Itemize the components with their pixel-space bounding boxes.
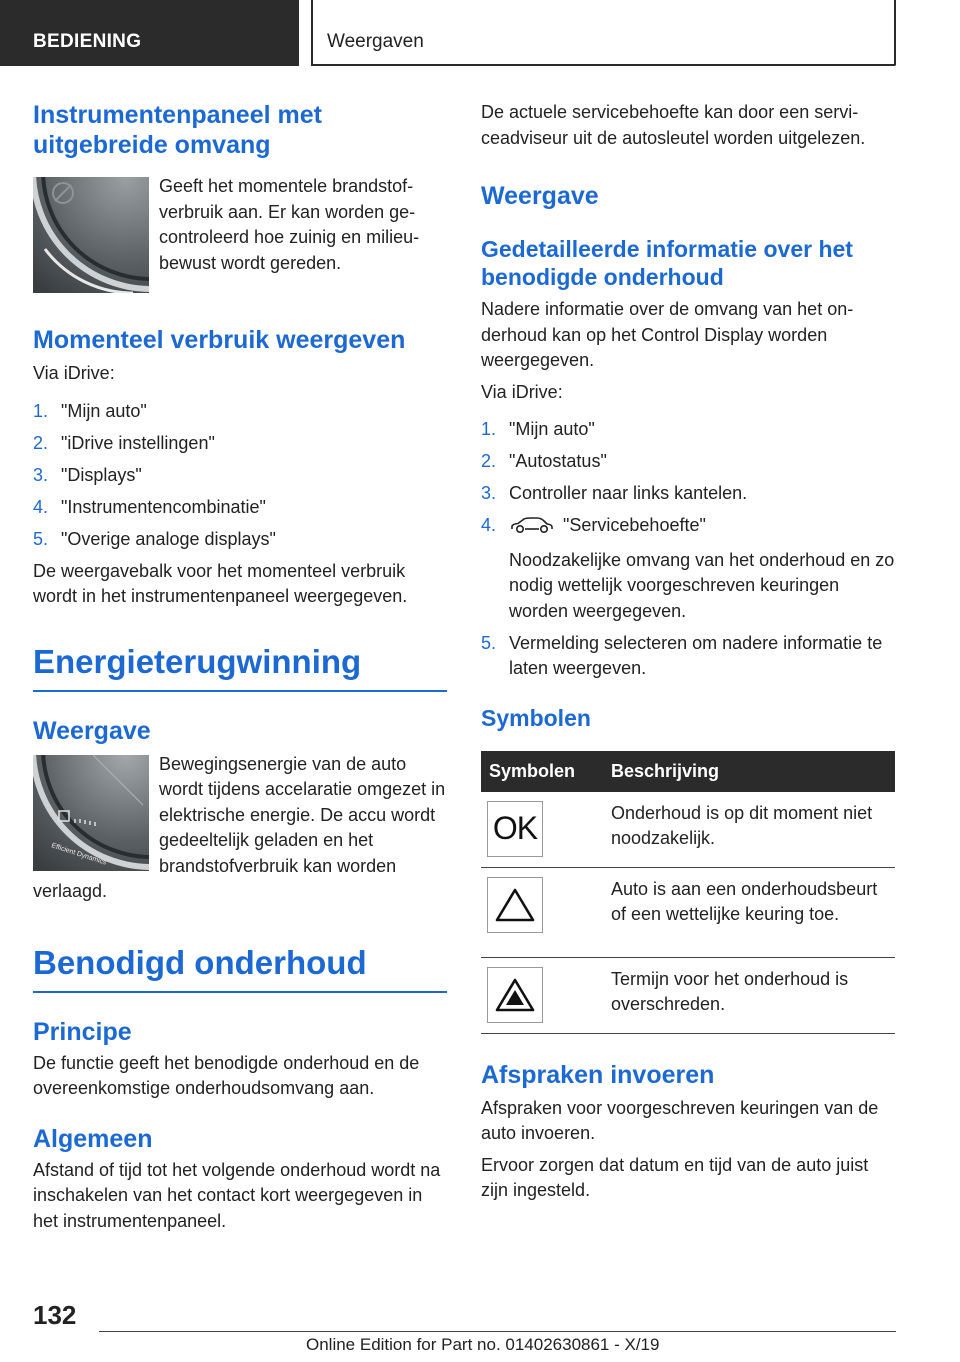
algemeen-text: Afstand of tijd tot het volgende onderhoud wordt na inschakelen van het contact kort weergegeven in het instrumentenpaneel. bbox=[33, 1159, 441, 1231]
heading-benodigd-onderhoud: Benodigd onderhoud bbox=[33, 943, 447, 993]
step-number: 5. bbox=[33, 528, 49, 549]
heading-principe: Principe bbox=[33, 1017, 132, 1046]
step-text: "Mijn auto" bbox=[61, 400, 147, 421]
energy-gauge-image bbox=[33, 755, 149, 871]
heading-energieterugwinning: Energieterugwinning bbox=[33, 642, 447, 692]
onderhoud-steps-list bbox=[481, 417, 895, 682]
column-header-beschrijving: Beschrijving bbox=[603, 751, 895, 792]
description-cell: Termijn voor het onderhoud is overschreden. bbox=[603, 957, 895, 1033]
description-cell: Auto is aan een onderhoudsbeurt of een wettelijke keuring toe. bbox=[603, 867, 895, 957]
step-4-detail: Noodzakelijke omvang van het onderhoud en zo nodig wettelijk voorgeschreven keuringen worden weergegeven. bbox=[509, 549, 895, 621]
step-text: "iDrive instellingen" bbox=[61, 432, 215, 453]
list-item bbox=[481, 417, 895, 443]
car-icon bbox=[509, 516, 555, 542]
step-number: 4. bbox=[33, 496, 49, 517]
heading-instrumentenpaneel bbox=[33, 100, 447, 160]
step-number: 3. bbox=[33, 464, 49, 485]
heading-algemeen: Algemeen bbox=[33, 1124, 153, 1153]
verbruik-after-text: De weergavebalk voor het momenteel verbruik wordt in het instrumentenpaneel weergegeven. bbox=[33, 560, 408, 606]
ok-symbol-text: OK bbox=[492, 809, 538, 846]
heading-weergave-onderhoud: Weergave bbox=[481, 182, 599, 210]
heading-momenteel-verbruik: Momenteel verbruik weergeven bbox=[33, 326, 406, 354]
step-number: 1. bbox=[33, 400, 49, 421]
detail-text: Nadere informatie over de omvang van het onderhoud kan op het Control Display worden weergegeven. bbox=[481, 299, 854, 370]
column-header-symbolen: Symbolen bbox=[481, 751, 603, 792]
instrument-figure-block bbox=[33, 174, 447, 293]
step-number: 4. bbox=[481, 515, 497, 535]
list-item bbox=[33, 431, 447, 457]
heading-weergave-energie: Weergave bbox=[33, 716, 151, 745]
via-idrive-label: Via iDrive: bbox=[33, 363, 115, 383]
energy-figure-block bbox=[33, 752, 447, 905]
list-item bbox=[33, 463, 447, 489]
description-cell: Onderhoud is op dit moment niet noodzakelijk. bbox=[603, 792, 895, 868]
heading-gedetailleerde-informatie: Gedetailleerde informatie over het benodigde onderhoud bbox=[481, 236, 853, 290]
symbol-cell bbox=[481, 957, 603, 1033]
header-section-label: BEDIENING bbox=[33, 31, 142, 52]
symbolen-table bbox=[481, 751, 895, 1034]
right-column bbox=[481, 100, 895, 1204]
via-idrive-label: Via iDrive: bbox=[481, 381, 563, 402]
left-column bbox=[33, 100, 447, 1234]
table-row bbox=[481, 792, 895, 868]
footer-divider bbox=[99, 1331, 896, 1332]
symbol-cell bbox=[481, 792, 603, 868]
efficient-dynamics-label: Efficient Dynamics bbox=[50, 841, 108, 867]
page-number: 132 bbox=[33, 1300, 77, 1330]
table-header-row bbox=[481, 751, 895, 792]
table-row bbox=[481, 957, 895, 1033]
list-item bbox=[33, 399, 447, 425]
principe-text: De functie geeft het benodigde onderhoud en de overeenkomstige onderhoudsomvang aan. bbox=[33, 1052, 420, 1098]
list-item bbox=[33, 527, 447, 553]
instrument-gauge-image bbox=[33, 177, 149, 293]
step-text: Controller naar links kantelen. bbox=[509, 483, 748, 503]
list-item bbox=[481, 513, 895, 624]
list-item bbox=[481, 481, 895, 507]
step-text: "Instrumentencombinatie" bbox=[61, 496, 266, 517]
step-number: 2. bbox=[481, 451, 497, 471]
step-text: "Displays" bbox=[61, 464, 142, 485]
step-number: 2. bbox=[33, 432, 49, 453]
heading-line-1: Instrumentenpaneel met bbox=[33, 101, 322, 129]
step-number: 3. bbox=[481, 483, 497, 503]
verbruik-steps-list bbox=[33, 399, 447, 553]
afspraken-text-2: Ervoor zorgen dat datum en tijd van de auto juist zijn ingesteld. bbox=[481, 1154, 869, 1200]
warning-outline-icon bbox=[487, 877, 543, 933]
step-text: "Mijn auto" bbox=[509, 419, 595, 439]
step-text: "Servicebehoefte" bbox=[563, 515, 706, 535]
heading-line-2: uitgebreide omvang bbox=[33, 131, 271, 159]
step-text: "Autostatus" bbox=[509, 451, 607, 471]
header-chapter-tab bbox=[311, 0, 896, 66]
header-chapter-label: Weergaven bbox=[327, 31, 424, 52]
header-section-tab bbox=[0, 0, 299, 66]
step-text: "Overige analoge displays" bbox=[61, 528, 276, 549]
step-number: 1. bbox=[481, 419, 497, 439]
energy-description: Bewegingsenergie van de auto wordt tijdens accelaratie omgezet in elektrische energie. De accu wordt gedeeltelijk geladen en het brandstofverbruik kan worden verlaagd. bbox=[33, 753, 446, 901]
instrument-description: Geeft het momentele brandstofverbruik aan. Er kan worden gecontroleerd hoe zuinig en milieubewust wordt gereden. bbox=[159, 176, 420, 273]
footer-edition: Online Edition for Part no. 01402630861 - X/19 bbox=[306, 1335, 660, 1354]
service-intro-text: De actuele servicebehoefte kan door een serviceadviseur uit de autosleutel worden uitgelezen. bbox=[481, 102, 866, 148]
afspraken-text-1: Afspraken voor voorgeschreven keuringen van de auto invoeren. bbox=[481, 1097, 879, 1143]
step-text: Vermelding selecteren om nadere informatie te laten weergeven. bbox=[509, 632, 883, 678]
table-row bbox=[481, 867, 895, 957]
heading-symbolen: Symbolen bbox=[481, 704, 591, 731]
warning-filled-icon bbox=[487, 967, 543, 1023]
symbol-cell bbox=[481, 867, 603, 957]
heading-afspraken-invoeren: Afspraken invoeren bbox=[481, 1060, 715, 1089]
list-item bbox=[481, 631, 895, 682]
list-item bbox=[481, 449, 895, 475]
list-item bbox=[33, 495, 447, 521]
step-number: 5. bbox=[481, 632, 497, 653]
ok-icon bbox=[487, 801, 543, 857]
